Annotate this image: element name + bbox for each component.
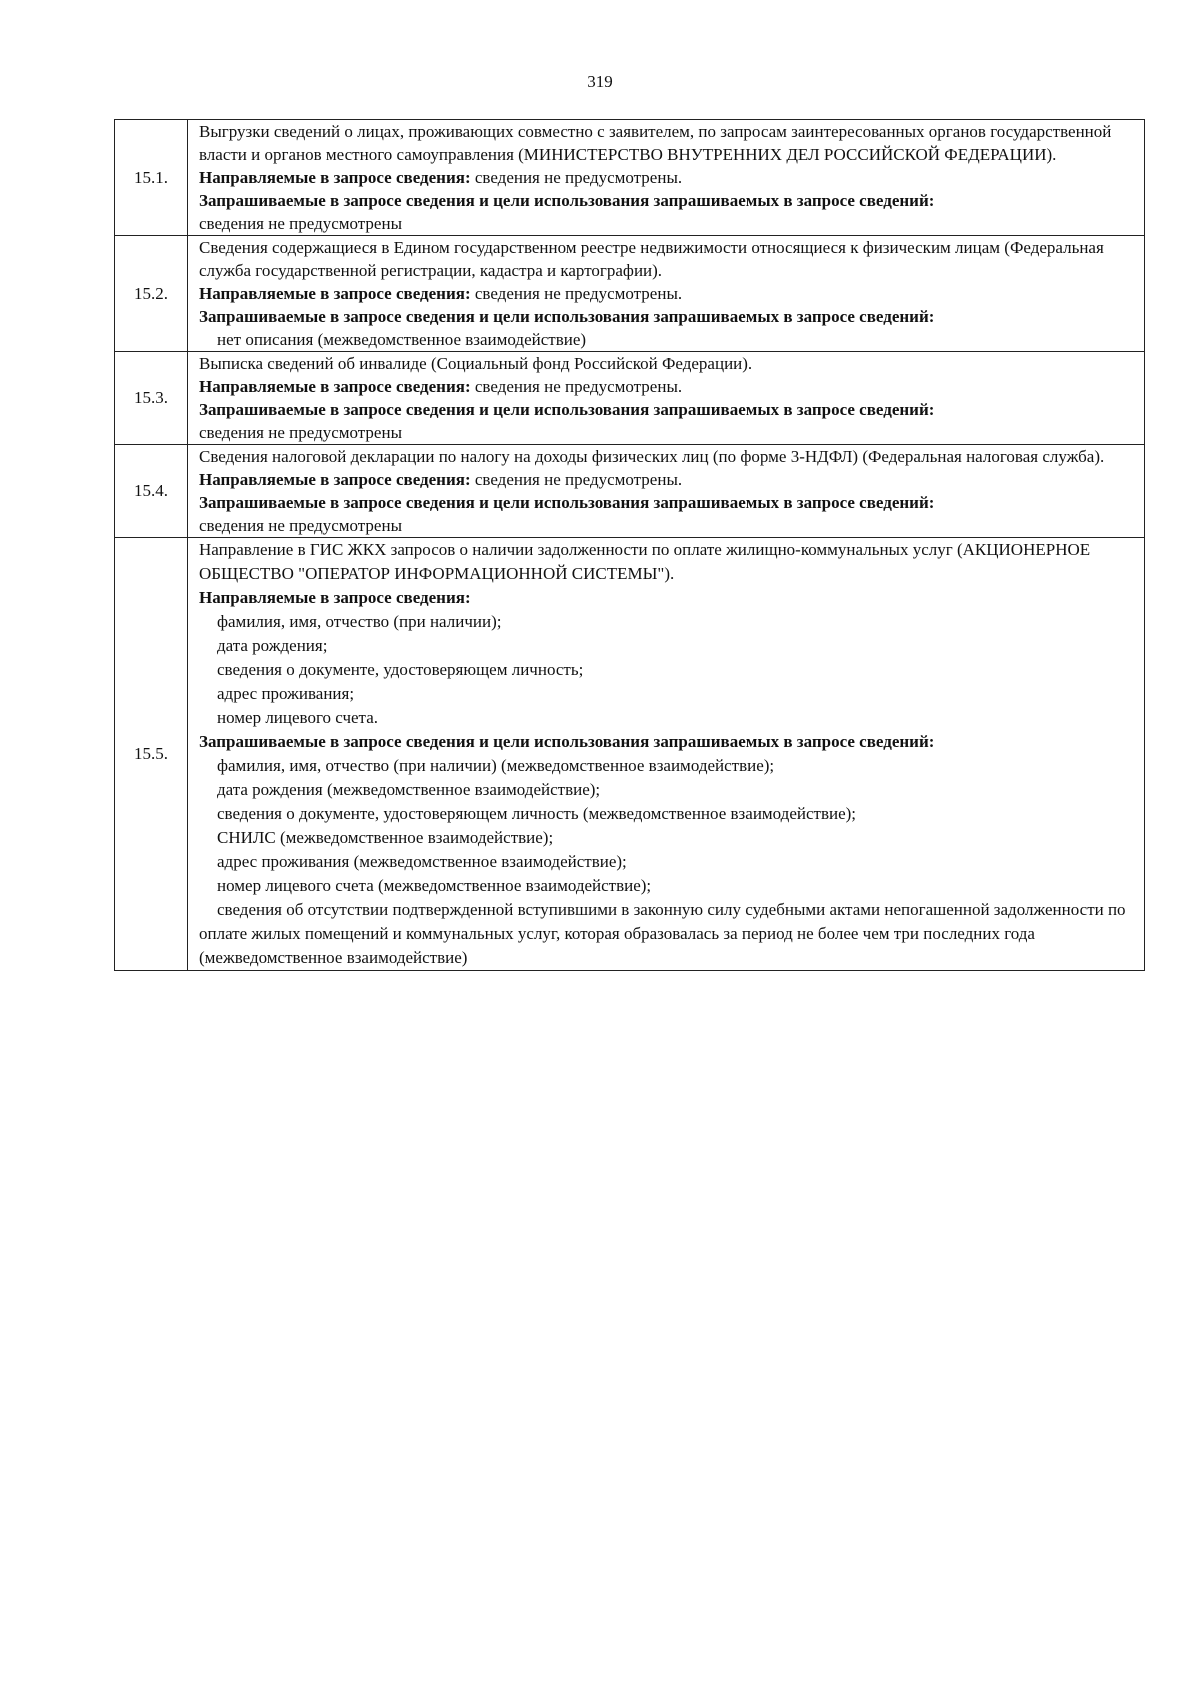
requested-item: адрес проживания (межведомственное взаимодействие); xyxy=(217,852,627,871)
requested-label: Запрашиваемые в запросе сведения и цели использования запрашиваемых в запросе сведений: xyxy=(199,191,935,210)
requested-value: сведения не предусмотрены xyxy=(199,214,402,233)
row-title: Выгрузки сведений о лицах, проживающих совместно с заявителем, по запросам заинтересованных органов государственной власти и органов местного самоуправления (МИНИСТЕРСТВО ВНУТРЕННИХ ДЕЛ РОССИЙСКОЙ ФЕДЕРАЦИИ). xyxy=(199,122,1112,164)
row-title: Направление в ГИС ЖКХ запросов о наличии задолженности по оплате жилищно-коммунальных услуг (АКЦИОНЕРНОЕ ОБЩЕСТВО "ОПЕРАТОР ИНФОРМАЦИОННОЙ СИСТЕМЫ"). xyxy=(199,540,1091,583)
requested-item: сведения о документе, удостоверяющем личность (межведомственное взаимодействие); xyxy=(217,804,857,823)
table-row xyxy=(115,120,1145,236)
sent-item: номер лицевого счета. xyxy=(217,708,378,727)
requested-label: Запрашиваемые в запросе сведения и цели использования запрашиваемых в запросе сведений: xyxy=(199,732,935,751)
requested-label: Запрашиваемые в запросе сведения и цели использования запрашиваемых в запросе сведений: xyxy=(199,400,935,419)
requests-table xyxy=(114,119,1145,971)
requested-item: номер лицевого счета (межведомственное взаимодействие); xyxy=(217,876,652,895)
table-row xyxy=(115,352,1145,445)
sent-info xyxy=(199,166,1134,189)
row-number: 15.4. xyxy=(115,445,188,538)
requested-item: дата рождения (межведомственное взаимодействие); xyxy=(217,780,601,799)
row-number: 15.1. xyxy=(115,120,188,236)
sent-value: сведения не предусмотрены. xyxy=(470,284,683,303)
requested-value: сведения не предусмотрены xyxy=(199,516,402,535)
sent-value: сведения не предусмотрены. xyxy=(470,377,683,396)
row-content xyxy=(188,352,1145,445)
requested-last-item: сведения об отсутствии подтвержденной вступившими в законную силу судебными актами непогашенной задолженности по оплате жилых помещений и коммунальных услуг, которая образовалась за период не более чем три последних года (межведомственное взаимодействие) xyxy=(199,900,1126,967)
row-number: 15.2. xyxy=(115,236,188,352)
table-row xyxy=(115,538,1145,971)
sent-info xyxy=(199,468,1134,491)
sent-info xyxy=(199,375,1134,398)
row-title: Сведения содержащиеся в Едином государственном реестре недвижимости относящиеся к физическим лицам (Федеральная служба государственной регистрации, кадастра и картографии). xyxy=(199,238,1104,280)
requested-value: сведения не предусмотрены xyxy=(199,423,402,442)
sent-value: сведения не предусмотрены. xyxy=(470,470,683,489)
row-content xyxy=(188,236,1145,352)
row-content xyxy=(188,445,1145,538)
row-title: Сведения налоговой декларации по налогу на доходы физических лиц (по форме 3-НДФЛ) (Федеральная налоговая служба). xyxy=(199,447,1105,466)
table-row xyxy=(115,236,1145,352)
requested-label: Запрашиваемые в запросе сведения и цели использования запрашиваемых в запросе сведений: xyxy=(199,493,935,512)
requested-label: Запрашиваемые в запросе сведения и цели использования запрашиваемых в запросе сведений: xyxy=(199,307,935,326)
requested-value: нет описания (межведомственное взаимодействие) xyxy=(217,330,587,349)
sent-label: Направляемые в запросе сведения: xyxy=(199,377,471,396)
row-content xyxy=(188,120,1145,236)
sent-label: Направляемые в запросе сведения: xyxy=(199,588,471,607)
requested-item: СНИЛС (межведомственное взаимодействие); xyxy=(217,828,554,847)
sent-item: дата рождения; xyxy=(217,636,328,655)
row-content xyxy=(188,538,1145,971)
table-row xyxy=(115,445,1145,538)
sent-item: сведения о документе, удостоверяющем личность; xyxy=(217,660,584,679)
row-title: Выписка сведений об инвалиде (Социальный фонд Российской Федерации). xyxy=(199,354,753,373)
row-number: 15.5. xyxy=(115,538,188,971)
sent-label: Направляемые в запросе сведения: xyxy=(199,284,471,303)
page-number: 319 xyxy=(587,72,613,91)
requested-item: фамилия, имя, отчество (при наличии) (межведомственное взаимодействие); xyxy=(217,756,775,775)
sent-item: адрес проживания; xyxy=(217,684,355,703)
sent-label: Направляемые в запросе сведения: xyxy=(199,470,471,489)
sent-item: фамилия, имя, отчество (при наличии); xyxy=(217,612,502,631)
sent-value: сведения не предусмотрены. xyxy=(470,168,683,187)
sent-label: Направляемые в запросе сведения: xyxy=(199,168,471,187)
row-number: 15.3. xyxy=(115,352,188,445)
sent-info xyxy=(199,282,1134,305)
